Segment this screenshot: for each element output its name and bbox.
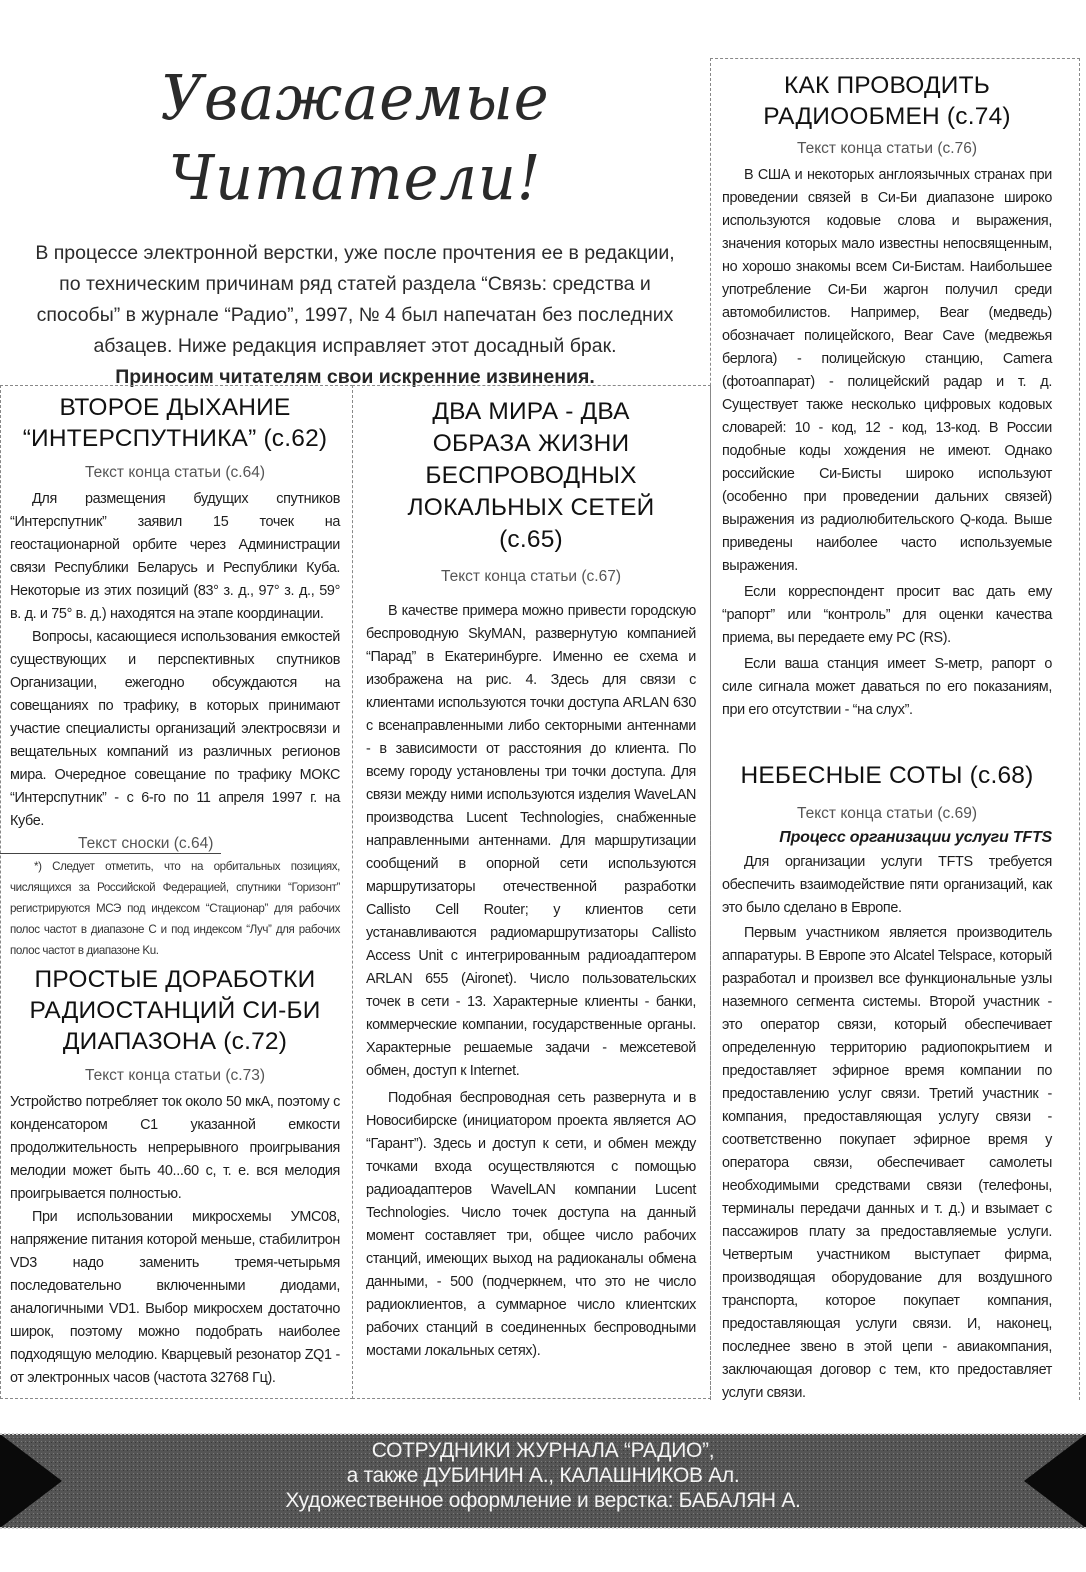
page-title: Уважаемые Читатели! — [160, 61, 550, 214]
article-wireless — [366, 396, 696, 1363]
paragraph: Если ваша станция имеет S-метр, рапорт о силе сигнала может даваться по его показаниям, при его отсутствии - “на слух”. — [722, 656, 1052, 718]
paragraph: Для организации услуги TFTS требуется обеспечить взаимодействие пяти организаций, как это было сделано в Европе. — [722, 854, 1052, 916]
footnote-text: *) Следует отметить, что на орбитальных позициях, числящихся за Российской Федерацией, спутники “Горизонт” регистрируются МСЭ под индексом “Стационар” для рабочих полос частот в диапазоне C и под индексом “Луч” для рабочих полос частот в диапазоне Ku. — [10, 860, 340, 957]
intro-text: В процессе электронной верстки, уже после прочтения ее в редакции, по техническим причинам ряд статей раздела “Связь: средства и способы” в журнале “Радио”, 1997, № 4 был напечатан без последних абзацев. Ниже редакция исправляет этот досадный брак. — [35, 242, 675, 357]
intro-apology: Приносим читателям свои искренние извинения. — [115, 366, 595, 388]
right-column — [722, 70, 1052, 1401]
article-subtitle: Текст конца статьи (с.76) — [797, 140, 977, 157]
article-body — [722, 851, 1052, 1405]
article-body — [366, 600, 696, 1363]
article-body — [10, 1091, 340, 1390]
article-intersputnik — [10, 392, 340, 961]
paragraph: Для размещения будущих спутников “Интерспутник” заявил 15 точек на геостационарной орбите через Администрации связи Республики Беларусь и Республики Куба. Некоторые из этих позиций (83° з. д., 97° з. д., 59° в. д. и 75° в. д.) находятся на этапе координации. — [10, 491, 340, 622]
credits-line-1: СОТРУДНИКИ ЖУРНАЛА “РАДИО”, — [371, 1439, 715, 1462]
article-title: ПРОСТЫЕ ДОРАБОТКИ РАДИОСТАНЦИЙ СИ-БИ ДИАПАЗОНА (с.72) — [29, 966, 321, 1055]
article-sky-cells — [722, 760, 1052, 1405]
credits-line-2: а также ДУБИНИН А., КАЛАШНИКОВ Ал. — [346, 1464, 740, 1487]
paragraph: Устройство потребляет ток около 50 мкА, поэтому с конденсатором C1 указанной емкости продолжительность непрерывного проигрывания мелодии может быть 40...60 с, т. е. вся мелодия проигрывается полностью. — [10, 1094, 340, 1202]
article-title: ВТОРОЕ ДЫХАНИЕ “ИНТЕРСПУТНИКА” (с.62) — [22, 394, 328, 452]
footnote-label: Текст сноски (с.64) — [0, 835, 221, 854]
article-body — [722, 164, 1052, 722]
paragraph: В качестве примера можно привести городскую беспроводную SkyMAN, развернутую компанией “Парад” в Екатеринбурге. Именно ее схема и изображена на рис. 4. Здесь для связи с клиентами используются точки доступа ARLAN 630 с всенаправленными либо секторными антеннами - в зависимости от расстояния до клиента. По всему городу установлены три точки доступа. Для связи между ними используются изделия WaveLAN производства Lucent Technologies, снабженные направленными антеннами. Для маршрутизации сообщений в опорной сети используются маршрутизаторы отечественной разработки Callisto Cell Router; у клиентов сети устанавливаются радиомаршрутизаторы Callisto Access Unit с интегрированным радиоадаптером ARLAN 655 (Aironet). Число пользовательских точек в сети - 13. Характерные клиенты - банки, коммерческие компании, государственные органы. Характерные решаемые задачи - межсетевой обмен, доступ к Internet. — [366, 603, 696, 1079]
article-cb-mods — [10, 964, 340, 1390]
credits-banner — [0, 1428, 1086, 1534]
article-subtitle: Текст конца статьи (с.69) — [797, 805, 977, 822]
article-subtitle: Текст конца статьи (с.73) — [85, 1067, 265, 1084]
left-column — [10, 392, 340, 1386]
article-title: НЕБЕСНЫЕ СОТЫ (с.68) — [740, 762, 1034, 789]
middle-column — [366, 396, 696, 1363]
article-body — [10, 488, 340, 833]
article-subheading: Процесс организации услуги TFTS — [779, 829, 1052, 846]
paragraph: В США и некоторых англоязычных странах при проведении связей в Си-Би диапазоне широко используются кодовые слова и выражения, значения которых мало известны непосвященным, но хорошо знакомы всем Си-Бистам. Наибольшее употребление Си-Би жаргон получил среди автомобилистов. Например, Bear (медведь) обозначает полицейского, Bear Cave (медвежья берлога) - полицейскую станцию, Camera (фотоаппарат) - полицейский радар и т. д. Существует также несколько цифровых кодовых словарей: 10 - код, 12 - код, 13-код. В России подобные коды хождения не имеют. Однако российские Си-Бисты широко используют (особенно при проведении дальних связей) выражения из радиолюбительского Q-кода. Выше приведены наиболее часто используемые выражения. — [722, 167, 1052, 574]
intro-block — [0, 40, 710, 389]
article-radio-exchange — [722, 70, 1052, 722]
article-subtitle: Текст конца статьи (с.64) — [85, 464, 265, 481]
credits-text — [0, 1428, 1086, 1534]
paragraph: При использовании микросхемы УМС08, напряжение питания которой меньше, стабилитрон VD3 надо заменить тремя-четырьмя последовательно включенными диодами, аналогичными VD1. Выбор микросхем достаточно широк, поэтому можно подобрать наиболее подходящую мелодию. Кварцевый резонатор ZQ1 - от электронных часов (частота 32768 Гц). — [10, 1209, 340, 1386]
article-title: ДВА МИРА - ДВА ОБРАЗА ЖИЗНИ БЕСПРОВОДНЫХ ЛОКАЛЬНЫХ СЕТЕЙ (с.65) — [407, 398, 655, 553]
article-subtitle: Текст конца статьи (с.67) — [441, 568, 621, 585]
article-title: КАК ПРОВОДИТЬ РАДИООБМЕН (с.74) — [763, 72, 1011, 130]
credits-line-3: Художественное оформление и верстка: БАБАЛЯН А. — [285, 1489, 801, 1512]
paragraph: Вопросы, касающиеся использования емкостей существующих и перспективных спутников Организации, ежегодно обсуждаются на совещаниях по трафику, в которых принимают участие специалисты организаций электросвязи и вещательных компаний из различных регионов мира. Очередное совещание по трафику МОКС “Интерспутник” - с 6-го по 11 апреля 1997 г. на Кубе. — [10, 629, 340, 829]
footnote — [10, 856, 340, 961]
paragraph: Подобная беспроводная сеть развернута и в Новосибирске (инициатором проекта является АО “Гарант”). Здесь и доступ к сети, и обмен между точками входа осуществляются с помощью радиоадаптеров WavelLAN компании Lucent Technologies. Число точек доступа на данный момент составляет три, общее число рабочих станций, имеющих выход на радиоканалы обмена данными, - 500 (подчеркнем, что это не число радиоклиентов, а суммарное число клиентских рабочих станций в соединенных беспроводными мостами локальных сетях). — [366, 1090, 696, 1359]
paragraph: Если корреспондент просит вас дать ему “рапорт” или “контроль” для оценки качества приема, вы передаете ему PC (RS). — [722, 584, 1052, 646]
paragraph: Первым участником является производитель аппаратуры. В Европе это Alcatel Telspace, который разработал и произвел все функциональные узлы наземного сегмента системы. Второй участник - это оператор связи, который обеспечивает определенную территорию радиопокрытием и предоставляет эфирное время компании по предоставлению услуг связи. Третий участник - компания, предоставляющая услугу связи - соответственно покупает эфирное время у оператора связи, обеспечивает самолеты необходимыми средствами связи (телефоны, терминалы передачи данных и т. д.) и взымает с пассажиров плату за предоставляемые услуги. Четвертым участником выступает фирма, производящая оборудование для воздушного транспорта, которое покупает компания, предоставляющая услуги связи. И, наконец, последнее звено в этой цепи - авиакомпания, заключающая договор с тем, кто предоставляет услуги связи. — [722, 925, 1052, 1401]
